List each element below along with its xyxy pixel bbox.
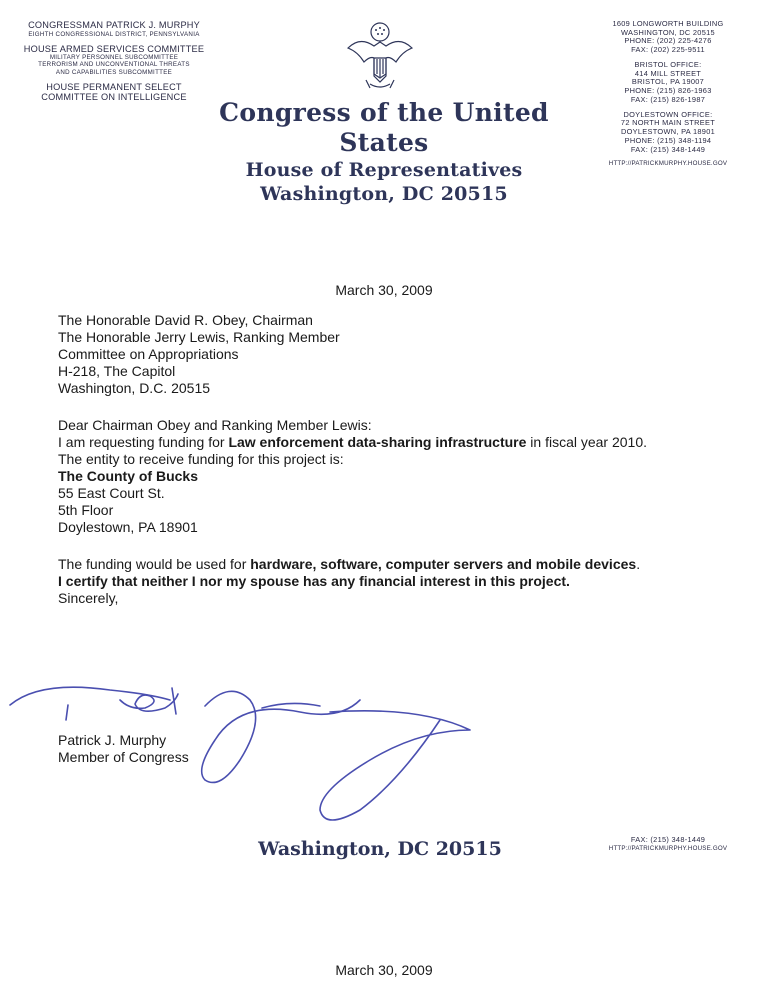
intel-committee-1: HOUSE PERMANENT SELECT bbox=[46, 81, 182, 92]
doylestown-office-street: 72 NORTH MAIN STREET bbox=[620, 118, 716, 128]
doylestown-office-phone: PHONE: (215) 348-1194 bbox=[624, 135, 712, 145]
entity-name: The County of Bucks bbox=[58, 468, 199, 484]
masthead-house: House of Representatives bbox=[245, 159, 523, 181]
salutation: Dear Chairman Obey and Ranking Member Lewis: bbox=[58, 417, 372, 433]
bristol-office-street: 414 MILL STREET bbox=[634, 68, 702, 78]
bristol-office-city: BRISTOL, PA 19007 bbox=[631, 77, 705, 87]
recipient-address bbox=[58, 312, 738, 397]
signer-title: Member of Congress bbox=[58, 749, 189, 765]
bristol-office-phone: PHONE: (215) 826-1963 bbox=[624, 86, 712, 96]
entity-address-line: Doylestown, PA 18901 bbox=[58, 519, 198, 535]
footer-fax: FAX: (215) 348-1449 bbox=[630, 835, 706, 844]
committee-name: HOUSE ARMED SERVICES COMMITTEE bbox=[23, 43, 205, 54]
entity-block bbox=[58, 451, 738, 536]
subcommittee-3: AND CAPABILITIES SUBCOMMITTEE bbox=[55, 68, 173, 76]
doylestown-office-city: DOYLESTOWN, PA 18901 bbox=[620, 127, 716, 137]
dc-office-city: WASHINGTON, DC 20515 bbox=[621, 27, 715, 37]
subcommittee-2: TERRORISM AND UNCONVENTIONAL THREATS bbox=[38, 61, 190, 69]
subcommittee-1: MILITARY PERSONNEL SUBCOMMITTEE bbox=[49, 54, 179, 62]
footer-masthead: Washington, DC 20515 bbox=[258, 838, 502, 860]
letter-date: March 30, 2009 bbox=[335, 282, 433, 298]
eagle-seal-icon bbox=[340, 18, 420, 98]
congressman-name: CONGRESSMAN PATRICK J. MURPHY bbox=[28, 20, 200, 30]
letter-body bbox=[58, 312, 738, 607]
entity-address-line: 55 East Court St. bbox=[58, 485, 165, 501]
purpose-items: hardware, software, computer servers and mobile devices bbox=[250, 556, 637, 572]
doylestown-office-label: DOYLESTOWN OFFICE: bbox=[623, 109, 713, 119]
letterhead-left bbox=[14, 20, 214, 103]
footer-contact bbox=[598, 835, 738, 854]
signer-block bbox=[58, 732, 189, 766]
dc-office-phone: PHONE: (202) 225-4276 bbox=[624, 36, 712, 46]
district: EIGHTH CONGRESSIONAL DISTRICT, PENNSYLVANIA bbox=[28, 30, 200, 38]
bristol-office-label: BRISTOL OFFICE: bbox=[634, 59, 702, 69]
masthead-congress: Congress of the United States bbox=[219, 98, 549, 157]
doylestown-office-fax: FAX: (215) 348-1449 bbox=[630, 144, 706, 154]
entity-intro: The entity to receive funding for this project is: bbox=[58, 451, 344, 467]
bristol-office-fax: FAX: (215) 826-1987 bbox=[630, 94, 706, 104]
address-line: H-218, The Capitol bbox=[58, 363, 176, 379]
dc-office-building: 1609 LONGWORTH BUILDING bbox=[612, 19, 724, 28]
footer-date: March 30, 2009 bbox=[335, 962, 433, 978]
intel-committee-2: COMMITTEE ON INTELLIGENCE bbox=[41, 92, 187, 103]
certification: I certify that neither I nor my spouse has any financial interest in this project. bbox=[58, 573, 570, 589]
address-line: Washington, D.C. 20515 bbox=[58, 380, 211, 396]
signer-name: Patrick J. Murphy bbox=[58, 732, 167, 748]
address-line: The Honorable Jerry Lewis, Ranking Member bbox=[58, 329, 340, 345]
closing: Sincerely, bbox=[58, 590, 119, 606]
dc-office-fax: FAX: (202) 225-9511 bbox=[631, 45, 705, 55]
project-name: Law enforcement data-sharing infrastructure bbox=[228, 434, 527, 450]
address-line: Committee on Appropriations bbox=[58, 346, 239, 362]
letterhead-right bbox=[598, 20, 738, 168]
entity-address-line: 5th Floor bbox=[58, 502, 114, 518]
funding-purpose: The funding would be used for hardware, software, computer servers and mobile devices. bbox=[58, 556, 641, 572]
masthead bbox=[200, 98, 568, 206]
address-line: The Honorable David R. Obey, Chairman bbox=[58, 312, 313, 328]
footer-url: HTTP://PATRICKMURPHY.HOUSE.GOV bbox=[608, 845, 728, 853]
funding-request: I am requesting funding for Law enforcement data-sharing infrastructure in fiscal year 2010. bbox=[58, 434, 648, 450]
website-url: HTTP://PATRICKMURPHY.HOUSE.GOV bbox=[608, 160, 728, 168]
masthead-city: Washington, DC 20515 bbox=[260, 183, 508, 205]
